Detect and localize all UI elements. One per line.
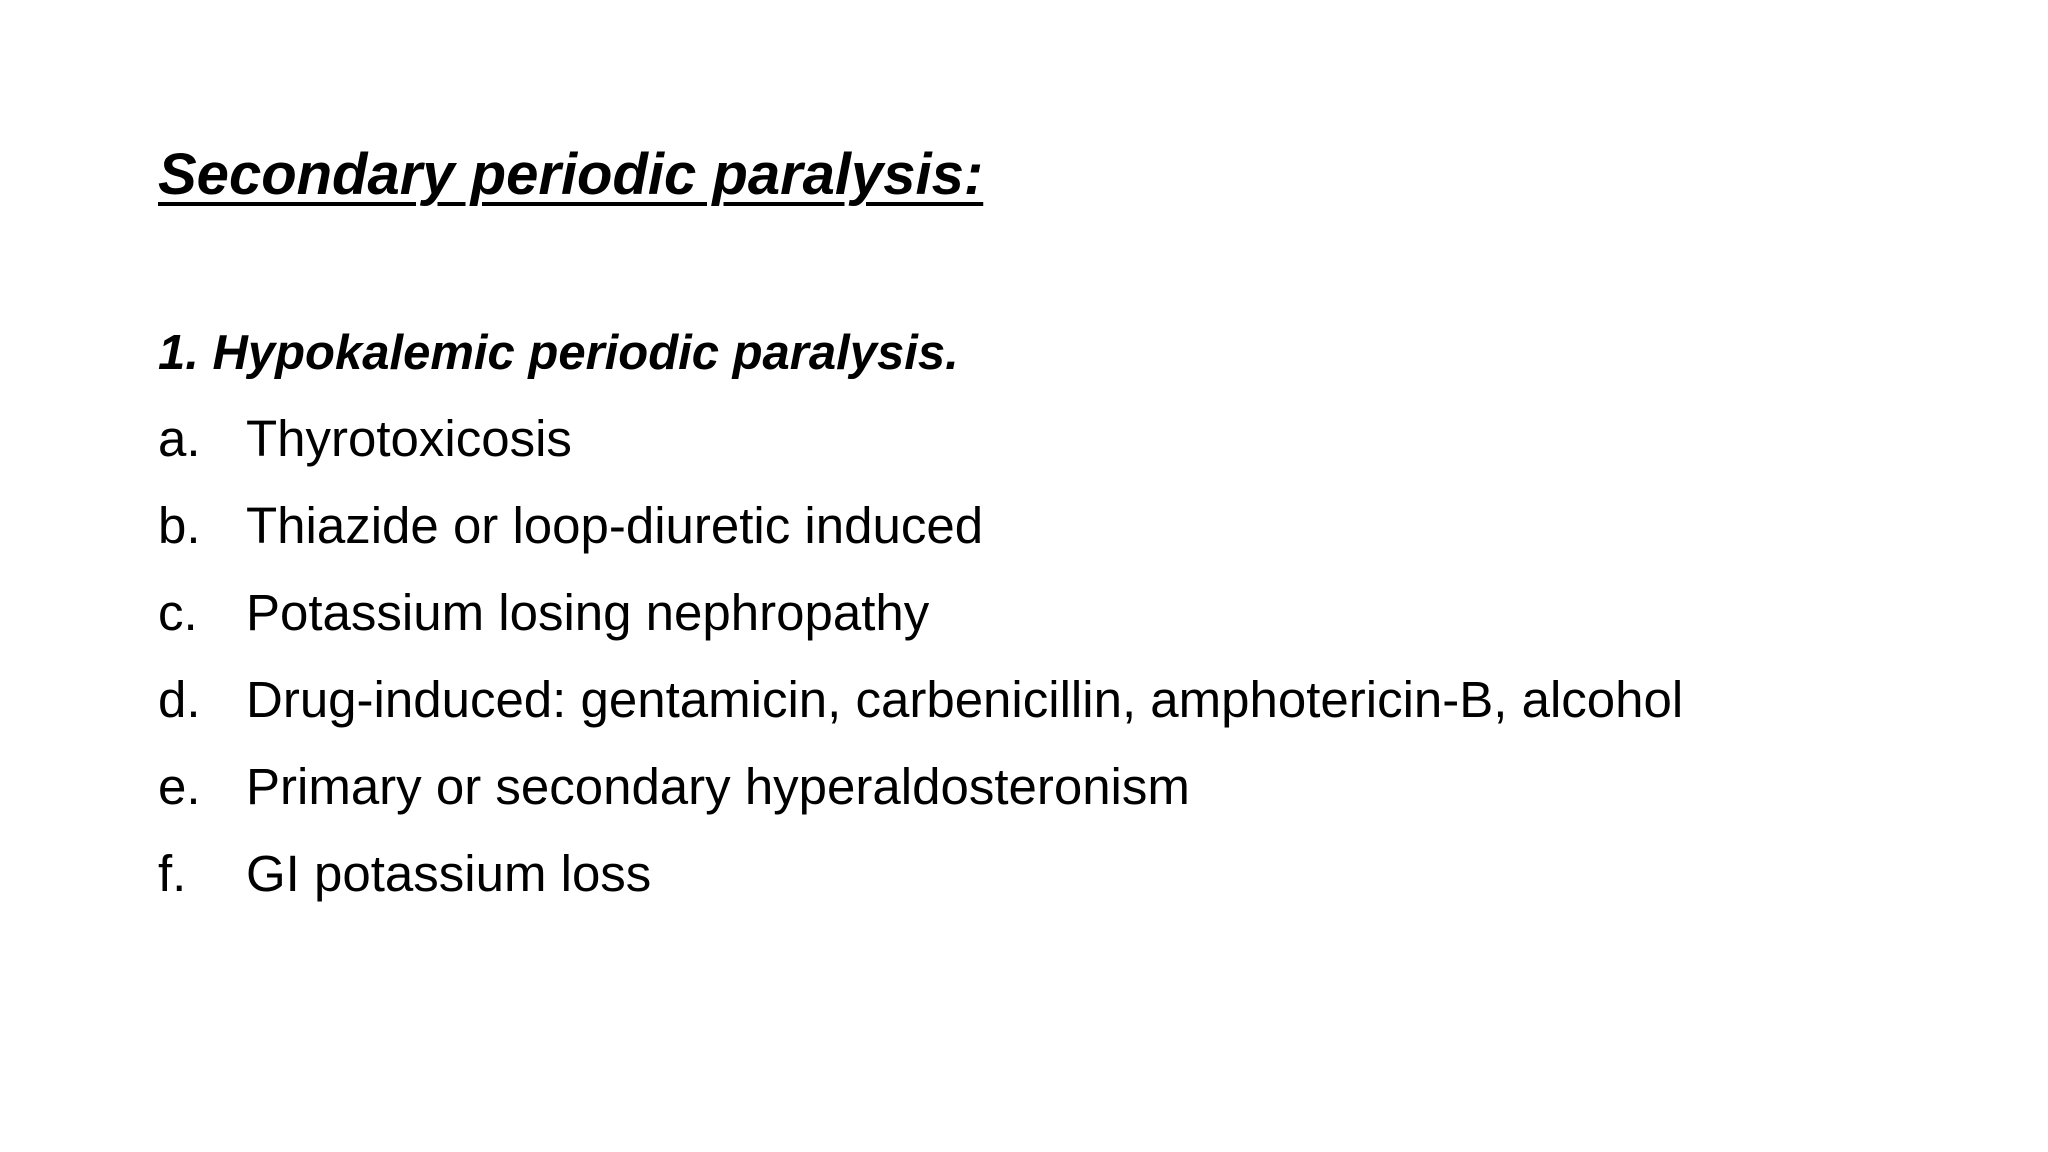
list-item-text: GI potassium loss bbox=[246, 845, 652, 902]
list-marker: e. bbox=[158, 758, 201, 815]
list-item bbox=[158, 669, 1683, 756]
list-item bbox=[158, 495, 1683, 582]
list-item-text: Thyrotoxicosis bbox=[246, 410, 572, 467]
list-marker: a. bbox=[158, 410, 201, 467]
list-item-text: Primary or secondary hyperaldosteronism bbox=[246, 758, 1190, 815]
list-item bbox=[158, 756, 1683, 843]
list-item-text: Drug-induced: gentamicin, carbenicillin, amphotericin-B, alcohol bbox=[246, 671, 1684, 728]
slide-title: Secondary periodic paralysis: bbox=[158, 142, 984, 207]
list-item bbox=[158, 843, 1683, 930]
cause-list bbox=[158, 408, 1683, 930]
list-marker: c. bbox=[158, 584, 198, 641]
section-heading: 1. Hypokalemic periodic paralysis. bbox=[158, 326, 959, 380]
list-marker: f. bbox=[158, 845, 187, 902]
list-marker: b. bbox=[158, 497, 201, 554]
list-item bbox=[158, 408, 1683, 495]
list-marker: d. bbox=[158, 671, 201, 728]
list-item bbox=[158, 582, 1683, 669]
list-item-text: Potassium losing nephropathy bbox=[246, 584, 930, 641]
list-item-text: Thiazide or loop-diuretic induced bbox=[246, 497, 984, 554]
